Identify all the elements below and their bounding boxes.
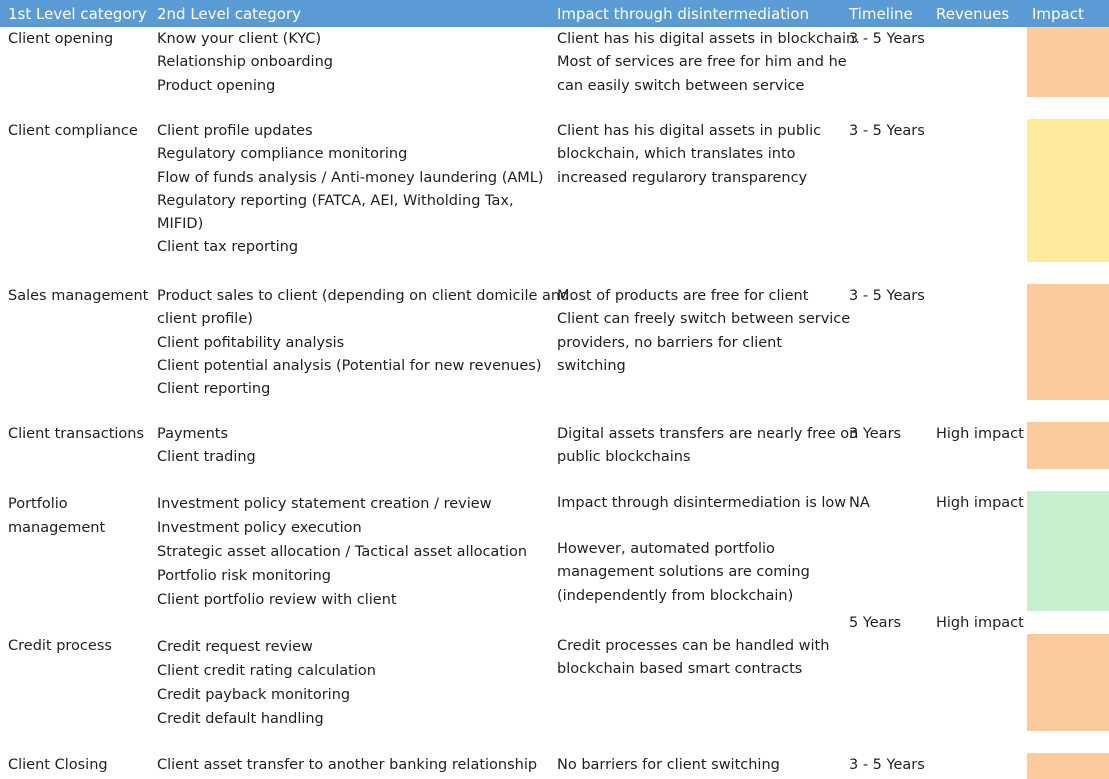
category-level-2-item: Client tax reporting xyxy=(157,239,299,256)
category-level-2-item: Portfolio risk monitoring xyxy=(157,568,331,584)
category-level-2-item: Client profile updates xyxy=(157,123,313,139)
category-level-2 xyxy=(157,285,569,401)
header-impact: Impact xyxy=(1032,5,1084,23)
category-level-1: Client transactions xyxy=(8,426,145,442)
impact-swatch xyxy=(1027,284,1109,400)
category-level-2-item: Product sales to client (depending on client domicile and xyxy=(157,288,570,304)
revenues: High impact xyxy=(936,615,1024,631)
header-impact-disintermediation: Impact through disintermediation xyxy=(557,5,809,23)
category-level-2-item: Flow of funds analysis / Anti-money laundering (AML) xyxy=(157,169,544,186)
table-header xyxy=(0,0,1109,27)
impact-text-line: management solutions are coming xyxy=(557,564,810,581)
category-level-2-item: Payments xyxy=(157,426,229,442)
category-level-2-item: Strategic asset allocation / Tactical asset allocation xyxy=(157,544,528,560)
category-level-1-line: Portfolio xyxy=(8,496,68,512)
impact-text-line: blockchain based smart contracts xyxy=(557,661,803,678)
header-2nd-level-category: 2nd Level category xyxy=(157,5,301,23)
impact-text-line: Credit processes can be handled with xyxy=(557,638,830,654)
timeline: 3 Years xyxy=(849,426,902,442)
category-level-1: Client opening xyxy=(8,31,114,47)
category-level-2 xyxy=(157,120,544,260)
impact-text xyxy=(557,28,860,98)
impact-text-low: Impact through disintermediation is low xyxy=(557,495,847,511)
category-level-2-item: Client reporting xyxy=(157,381,271,398)
category-level-2-item: Know your client (KYC) xyxy=(157,31,322,47)
impact-swatch xyxy=(1027,634,1109,731)
category-level-2-item: Credit request review xyxy=(157,639,313,655)
category-level-2-item: MIFID) xyxy=(157,216,204,233)
impact-text-line: providers, no barriers for client xyxy=(557,334,783,351)
impact-text-line: Client can freely switch between service xyxy=(557,311,851,328)
category-level-1: Client compliance xyxy=(8,123,138,139)
impact-swatch xyxy=(1027,119,1109,262)
impact-swatch xyxy=(1027,422,1109,469)
impact-text xyxy=(557,285,850,378)
timeline: 3 - 5 Years xyxy=(849,31,925,47)
impact-swatch xyxy=(1027,27,1109,97)
header-timeline: Timeline xyxy=(849,5,913,23)
header-revenues: Revenues xyxy=(936,5,1010,23)
impact-swatch xyxy=(1027,753,1109,779)
category-level-2-item: Regulatory compliance monitoring xyxy=(157,146,408,163)
category-level-2 xyxy=(157,635,376,731)
header-1st-level-category: 1st Level category xyxy=(8,5,147,23)
category-level-2-item: Credit default handling xyxy=(157,711,324,727)
timeline: 5 Years xyxy=(849,615,902,631)
category-level-2-item: client profile) xyxy=(157,311,253,328)
impact-text xyxy=(557,538,810,608)
impact-text xyxy=(557,635,829,682)
category-level-2-item: Client potential analysis (Potential for new revenues) xyxy=(157,357,542,374)
impact-text-line: Most of products are free for client xyxy=(557,288,809,304)
category-level-2-item: Client trading xyxy=(157,449,256,466)
revenues: High impact xyxy=(936,426,1024,442)
impact-text-line: public blockchains xyxy=(557,449,691,466)
revenues: High impact xyxy=(936,495,1024,511)
impact-text-line: blockchain, which translates into xyxy=(557,146,796,163)
category-level-2-item: Client pofitability analysis xyxy=(157,334,345,351)
impact-text-line: (independently from blockchain) xyxy=(557,587,794,604)
timeline: 3 - 5 Years xyxy=(849,757,925,773)
category-level-2 xyxy=(157,754,537,777)
category-level-1: Sales management xyxy=(8,288,149,304)
impact-text-line: No barriers for client switching xyxy=(557,757,780,773)
category-level-1: Client Closing xyxy=(8,757,108,773)
category-level-2 xyxy=(157,492,527,612)
impact-text-line: can easily switch between service xyxy=(557,77,805,94)
category-level-2-item: Client asset transfer to another banking relationship xyxy=(157,757,538,773)
category-level-2-item: Credit payback monitoring xyxy=(157,687,351,703)
timeline: NA xyxy=(849,495,870,511)
impact-text xyxy=(557,754,780,777)
category-level-2-item: Relationship onboarding xyxy=(157,54,333,71)
category-level-1: Credit process xyxy=(8,638,112,654)
impact-text-line: Client has his digital assets in public xyxy=(557,123,822,139)
category-level-2-item: Client portfolio review with client xyxy=(157,592,397,608)
category-level-2-item: Investment policy statement creation / review xyxy=(157,496,492,512)
category-level-2 xyxy=(157,28,333,98)
timeline: 3 - 5 Years xyxy=(849,288,925,304)
category-level-1-line: management xyxy=(8,520,106,536)
impact-swatch xyxy=(1027,491,1109,611)
impact-text-line: switching xyxy=(557,357,626,374)
impact-text xyxy=(557,423,858,470)
impact-text xyxy=(557,120,821,190)
timeline: 3 - 5 Years xyxy=(849,123,925,139)
category-level-2 xyxy=(157,423,256,470)
category-level-2-item: Regulatory reporting (FATCA, AEI, Witholding Tax, xyxy=(157,192,514,209)
category-level-2-item: Investment policy execution xyxy=(157,520,362,536)
category-level-1 xyxy=(8,492,105,540)
impact-text-line: increased regularory transparency xyxy=(557,169,808,186)
category-level-2-item: Client credit rating calculation xyxy=(157,663,376,679)
category-level-2-item: Product opening xyxy=(157,77,276,94)
impact-text-line: Client has his digital assets in blockchain. xyxy=(557,31,860,47)
impact-text-line: However, automated portfolio xyxy=(557,541,775,557)
impact-text-line: Most of services are free for him and he xyxy=(557,54,847,71)
impact-text-line: Digital assets transfers are nearly free on xyxy=(557,426,859,442)
